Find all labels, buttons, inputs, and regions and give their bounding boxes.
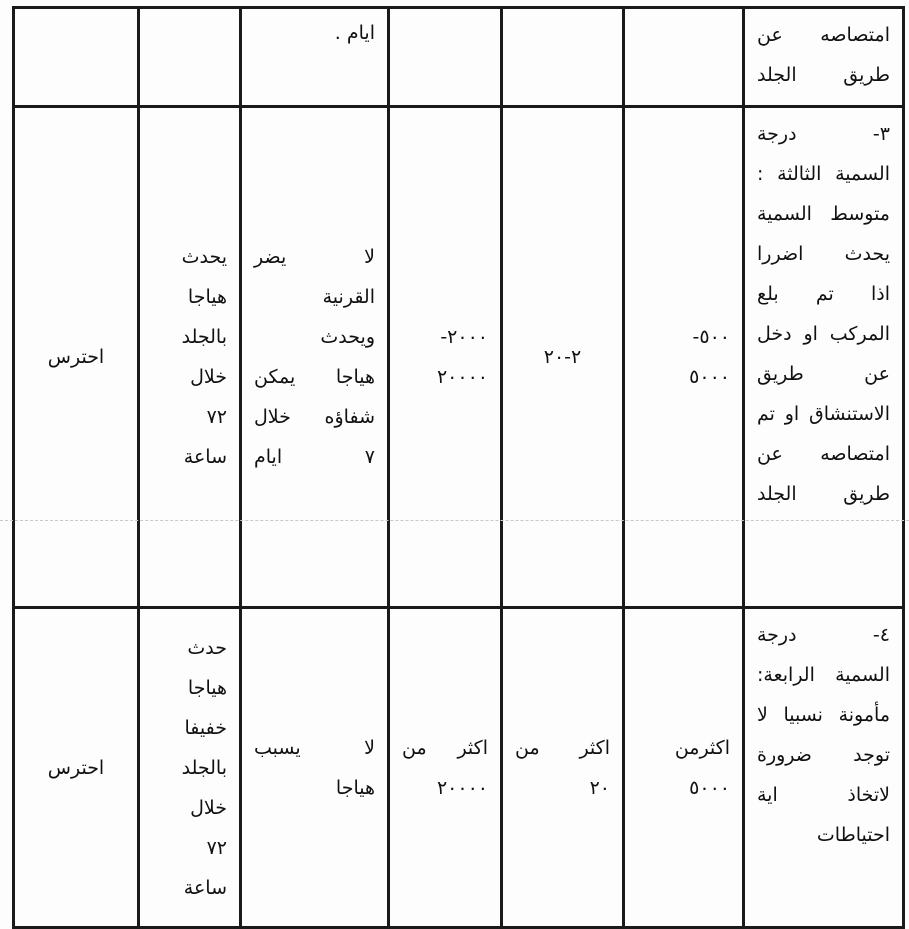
note-cell: احترس xyxy=(14,107,139,608)
note-cell: احترس xyxy=(14,608,139,928)
toxicity-table xyxy=(12,6,905,929)
oral-dose-cell xyxy=(624,8,744,107)
category-cell: امتصاصه عن طريق الجلد xyxy=(744,8,904,107)
inhalation-dose-cell xyxy=(389,8,502,107)
oral-dose-cell: اكثرمن ٥٠٠٠ xyxy=(624,608,744,928)
oral-dose-cell: ٥٠٠- ٥٠٠٠ xyxy=(624,107,744,608)
eye-effect-cell: لا يضر القرنية ويحدث هياجا يمكن شفاؤه خلال ٧ ايام xyxy=(241,107,389,608)
dermal-dose-cell: ٢-٢٠ xyxy=(502,107,624,608)
inhalation-dose-cell: اكثر من ٢٠٠٠٠ xyxy=(389,608,502,928)
skin-effect-cell xyxy=(139,8,241,107)
eye-effect-cell: لا يسبب هياجا xyxy=(241,608,389,928)
inhalation-dose-cell: ٢٠٠٠- ٢٠٠٠٠ xyxy=(389,107,502,608)
table-row xyxy=(14,608,904,928)
eye-effect-cell: ايام . xyxy=(241,8,389,107)
note-cell xyxy=(14,8,139,107)
skin-effect-cell: حدث هياجا خفيفا بالجلد خلال ٧٢ ساعة xyxy=(139,608,241,928)
dermal-dose-cell xyxy=(502,8,624,107)
category-cell: ٤- درجة السمية الرابعة: مأمونة نسبيا لا توجد ضرورة لاتخاذ اية احتياطات xyxy=(744,608,904,928)
category-cell: ٣- درجة السمية الثالثة : متوسط السمية يحدث اضررا اذا تم بلع المركب او دخل عن طريق الاستنشاق او تم امتصاصه عن طريق الجلد xyxy=(744,107,904,608)
table-row xyxy=(14,107,904,608)
skin-effect-cell: يحدث هياجا بالجلد خلال ٧٢ ساعة xyxy=(139,107,241,608)
scan-artifact-line xyxy=(0,520,909,521)
dermal-dose-cell: اكثر من ٢٠ xyxy=(502,608,624,928)
table-row xyxy=(14,8,904,107)
